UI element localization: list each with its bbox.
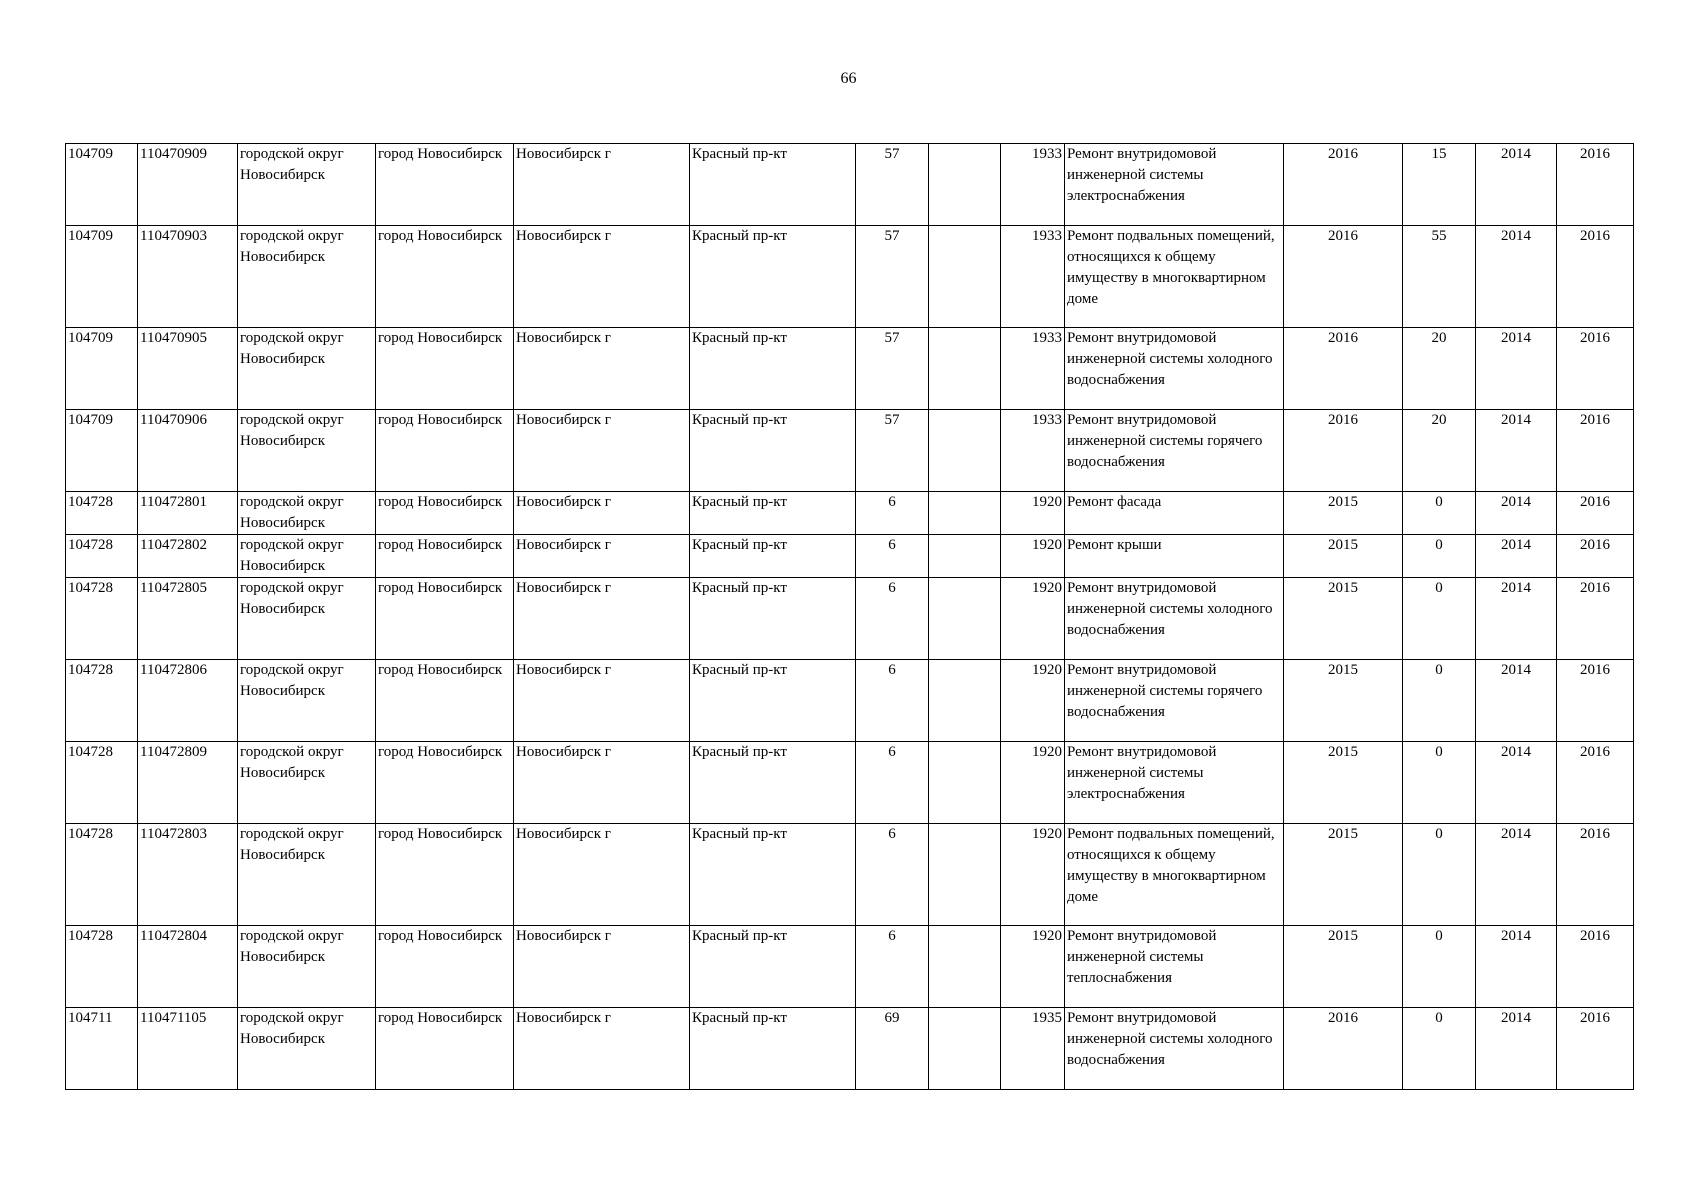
register-table [65,143,1634,1090]
cell-street: Красный пр-кт [690,742,856,824]
cell-wear: 20 [1403,328,1476,410]
cell-period-start: 2014 [1476,144,1557,226]
cell-work-year: 2016 [1284,410,1403,492]
cell-municipality: городской округ Новосибирск [238,492,376,535]
cell-house: 57 [856,328,929,410]
cell-wear: 15 [1403,144,1476,226]
cell-work: Ремонт подвальных помещений, относящихся к общему имуществу в многоквартирном доме [1065,226,1284,328]
cell-period-start: 2014 [1476,926,1557,1008]
cell-wear: 0 [1403,926,1476,1008]
cell-id: 104728 [66,492,138,535]
cell-id: 104711 [66,1008,138,1090]
cell-municipality: городской округ Новосибирск [238,824,376,926]
cell-period-end: 2016 [1557,226,1634,328]
cell-period-start: 2014 [1476,226,1557,328]
cell-locality: Новосибирск г [514,144,690,226]
cell-building [929,1008,1001,1090]
cell-house: 57 [856,144,929,226]
cell-code: 110472802 [138,535,238,578]
cell-house: 6 [856,742,929,824]
cell-year-built: 1920 [1001,492,1065,535]
table-row [66,226,1634,328]
cell-work: Ремонт внутридомовой инженерной системы холодного водоснабжения [1065,328,1284,410]
cell-municipality: городской округ Новосибирск [238,410,376,492]
cell-street: Красный пр-кт [690,144,856,226]
cell-street: Красный пр-кт [690,578,856,660]
cell-work-year: 2016 [1284,226,1403,328]
cell-year-built: 1920 [1001,742,1065,824]
cell-year-built: 1920 [1001,535,1065,578]
cell-street: Красный пр-кт [690,660,856,742]
cell-id: 104709 [66,226,138,328]
cell-period-end: 2016 [1557,926,1634,1008]
cell-settlement-type: город Новосибирск [376,926,514,1008]
cell-building [929,824,1001,926]
cell-id: 104709 [66,328,138,410]
cell-work: Ремонт внутридомовой инженерной системы теплоснабжения [1065,926,1284,1008]
table-row [66,824,1634,926]
cell-municipality: городской округ Новосибирск [238,578,376,660]
cell-locality: Новосибирск г [514,410,690,492]
cell-year-built: 1935 [1001,1008,1065,1090]
cell-municipality: городской округ Новосибирск [238,660,376,742]
cell-year-built: 1920 [1001,660,1065,742]
cell-building [929,410,1001,492]
cell-code: 110472803 [138,824,238,926]
cell-municipality: городской округ Новосибирск [238,144,376,226]
cell-work-year: 2015 [1284,660,1403,742]
cell-locality: Новосибирск г [514,578,690,660]
table-row [66,926,1634,1008]
cell-id: 104709 [66,410,138,492]
cell-period-start: 2014 [1476,1008,1557,1090]
cell-work-year: 2016 [1284,144,1403,226]
cell-period-end: 2016 [1557,824,1634,926]
cell-work: Ремонт внутридомовой инженерной системы холодного водоснабжения [1065,578,1284,660]
cell-house: 6 [856,492,929,535]
cell-locality: Новосибирск г [514,226,690,328]
cell-year-built: 1933 [1001,328,1065,410]
cell-work: Ремонт внутридомовой инженерной системы электроснабжения [1065,144,1284,226]
cell-house: 6 [856,578,929,660]
cell-settlement-type: город Новосибирск [376,410,514,492]
cell-code: 110472806 [138,660,238,742]
cell-period-start: 2014 [1476,578,1557,660]
cell-work-year: 2016 [1284,328,1403,410]
cell-settlement-type: город Новосибирск [376,1008,514,1090]
cell-street: Красный пр-кт [690,1008,856,1090]
cell-work-year: 2015 [1284,824,1403,926]
cell-work: Ремонт подвальных помещений, относящихся к общему имуществу в многоквартирном доме [1065,824,1284,926]
cell-wear: 20 [1403,410,1476,492]
table-row [66,328,1634,410]
cell-settlement-type: город Новосибирск [376,535,514,578]
cell-work: Ремонт внутридомовой инженерной системы электроснабжения [1065,742,1284,824]
cell-code: 110472805 [138,578,238,660]
table-row [66,660,1634,742]
cell-settlement-type: город Новосибирск [376,492,514,535]
cell-street: Красный пр-кт [690,328,856,410]
cell-year-built: 1920 [1001,824,1065,926]
cell-wear: 0 [1403,660,1476,742]
cell-building [929,492,1001,535]
table-row [66,1008,1634,1090]
cell-municipality: городской округ Новосибирск [238,926,376,1008]
cell-building [929,535,1001,578]
cell-period-end: 2016 [1557,328,1634,410]
cell-settlement-type: город Новосибирск [376,144,514,226]
cell-municipality: городской округ Новосибирск [238,1008,376,1090]
cell-id: 104709 [66,144,138,226]
cell-code: 110470906 [138,410,238,492]
cell-code: 110470903 [138,226,238,328]
cell-year-built: 1920 [1001,578,1065,660]
cell-municipality: городской округ Новосибирск [238,535,376,578]
cell-wear: 0 [1403,535,1476,578]
cell-period-end: 2016 [1557,742,1634,824]
cell-house: 6 [856,535,929,578]
table-row [66,410,1634,492]
table-row [66,144,1634,226]
cell-code: 110472801 [138,492,238,535]
cell-locality: Новосибирск г [514,492,690,535]
cell-street: Красный пр-кт [690,824,856,926]
cell-year-built: 1933 [1001,410,1065,492]
cell-building [929,328,1001,410]
cell-locality: Новосибирск г [514,328,690,410]
cell-house: 57 [856,226,929,328]
cell-period-end: 2016 [1557,144,1634,226]
cell-id: 104728 [66,742,138,824]
cell-work: Ремонт внутридомовой инженерной системы горячего водоснабжения [1065,660,1284,742]
cell-id: 104728 [66,660,138,742]
cell-street: Красный пр-кт [690,410,856,492]
cell-locality: Новосибирск г [514,742,690,824]
cell-year-built: 1933 [1001,226,1065,328]
cell-code: 110472804 [138,926,238,1008]
page-number: 66 [840,70,857,87]
cell-building [929,144,1001,226]
cell-locality: Новосибирск г [514,926,690,1008]
table-row [66,742,1634,824]
cell-building [929,742,1001,824]
cell-period-end: 2016 [1557,660,1634,742]
cell-street: Красный пр-кт [690,535,856,578]
cell-year-built: 1920 [1001,926,1065,1008]
cell-period-end: 2016 [1557,492,1634,535]
cell-id: 104728 [66,824,138,926]
cell-municipality: городской округ Новосибирск [238,742,376,824]
cell-work-year: 2016 [1284,1008,1403,1090]
cell-settlement-type: город Новосибирск [376,660,514,742]
cell-work-year: 2015 [1284,492,1403,535]
cell-code: 110470905 [138,328,238,410]
cell-id: 104728 [66,535,138,578]
cell-period-start: 2014 [1476,328,1557,410]
cell-building [929,660,1001,742]
table-row [66,535,1634,578]
cell-building [929,926,1001,1008]
cell-settlement-type: город Новосибирск [376,328,514,410]
cell-settlement-type: город Новосибирск [376,742,514,824]
cell-period-start: 2014 [1476,660,1557,742]
cell-locality: Новосибирск г [514,660,690,742]
cell-period-start: 2014 [1476,535,1557,578]
cell-house: 57 [856,410,929,492]
cell-house: 6 [856,824,929,926]
table-row [66,578,1634,660]
cell-building [929,226,1001,328]
cell-period-end: 2016 [1557,410,1634,492]
cell-settlement-type: город Новосибирск [376,824,514,926]
cell-period-start: 2014 [1476,824,1557,926]
cell-wear: 55 [1403,226,1476,328]
cell-wear: 0 [1403,742,1476,824]
cell-wear: 0 [1403,578,1476,660]
cell-house: 6 [856,926,929,1008]
cell-work-year: 2015 [1284,535,1403,578]
cell-period-end: 2016 [1557,578,1634,660]
cell-street: Красный пр-кт [690,492,856,535]
cell-street: Красный пр-кт [690,226,856,328]
cell-locality: Новосибирск г [514,824,690,926]
cell-period-end: 2016 [1557,1008,1634,1090]
cell-wear: 0 [1403,824,1476,926]
cell-work: Ремонт внутридомовой инженерной системы горячего водоснабжения [1065,410,1284,492]
cell-house: 69 [856,1008,929,1090]
cell-work: Ремонт крыши [1065,535,1284,578]
cell-id: 104728 [66,578,138,660]
cell-settlement-type: город Новосибирск [376,226,514,328]
cell-wear: 0 [1403,1008,1476,1090]
cell-locality: Новосибирск г [514,1008,690,1090]
table-row [66,492,1634,535]
cell-year-built: 1933 [1001,144,1065,226]
cell-municipality: городской округ Новосибирск [238,226,376,328]
cell-work-year: 2015 [1284,742,1403,824]
cell-period-start: 2014 [1476,742,1557,824]
cell-locality: Новосибирск г [514,535,690,578]
cell-work: Ремонт внутридомовой инженерной системы холодного водоснабжения [1065,1008,1284,1090]
cell-work: Ремонт фасада [1065,492,1284,535]
cell-period-start: 2014 [1476,410,1557,492]
cell-work-year: 2015 [1284,578,1403,660]
cell-code: 110472809 [138,742,238,824]
cell-wear: 0 [1403,492,1476,535]
cell-house: 6 [856,660,929,742]
cell-code: 110471105 [138,1008,238,1090]
cell-municipality: городской округ Новосибирск [238,328,376,410]
cell-street: Красный пр-кт [690,926,856,1008]
cell-id: 104728 [66,926,138,1008]
cell-settlement-type: город Новосибирск [376,578,514,660]
cell-code: 110470909 [138,144,238,226]
cell-building [929,578,1001,660]
cell-period-start: 2014 [1476,492,1557,535]
cell-work-year: 2015 [1284,926,1403,1008]
cell-period-end: 2016 [1557,535,1634,578]
